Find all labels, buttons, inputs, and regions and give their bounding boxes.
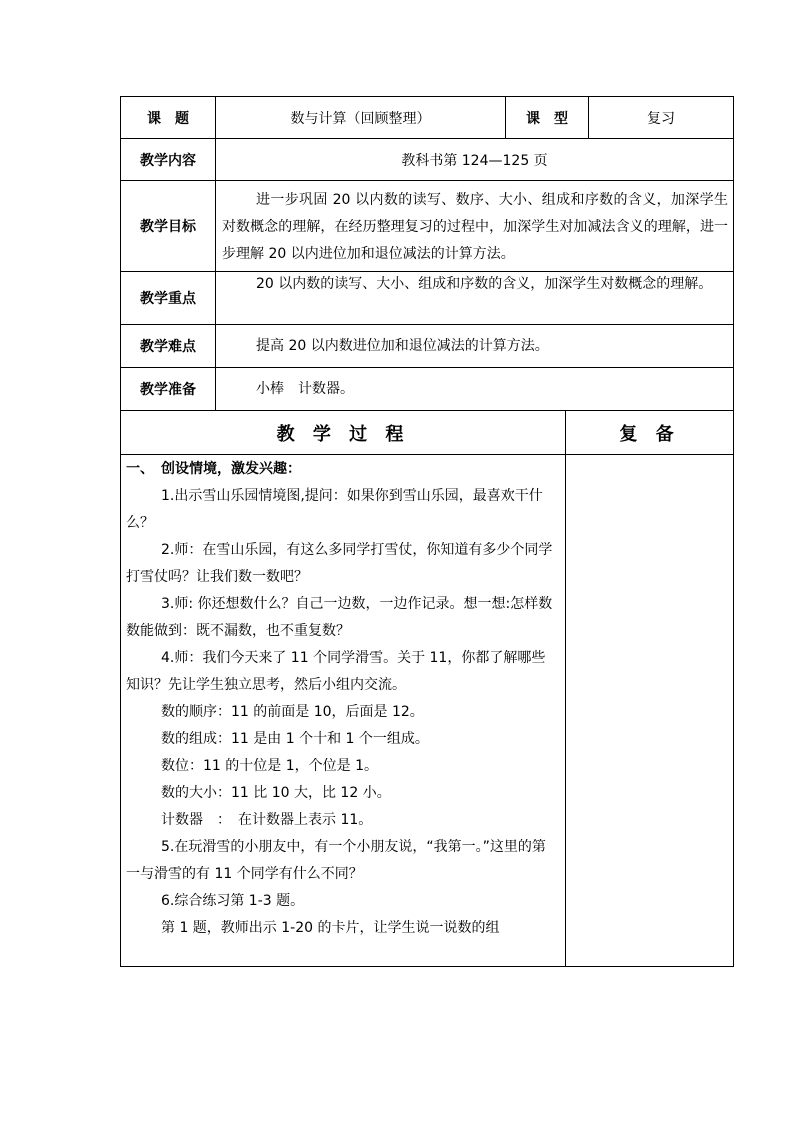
label-difficulty: 教学难点 bbox=[140, 339, 196, 355]
objective-text: 进一步巩固 20 以内数的读写、数序、大小、组成和序数的含义，加深学生对数概念的理解，在经历整理复习的过程中，加深学生对加减法含义的理解，进一步理解 20 以内进位加和退位减法的计算方法。 bbox=[222, 192, 728, 262]
difficulty-text: 提高 20 以内数进位加和退位减法的计算方法。 bbox=[256, 338, 549, 354]
process-item: 数的组成：11 是由 1 个十和 1 个一组成。 bbox=[161, 731, 429, 747]
section-heading: 一、 创设情境，激发兴趣： bbox=[126, 461, 301, 477]
process-item: 5.在玩滑雪的小朋友中，有一个小朋友说，“我第一。”这里的第一与滑雪的有 11 个同学有什么不同？ bbox=[126, 839, 546, 882]
notes-column[interactable] bbox=[566, 455, 733, 966]
table-border-bottom bbox=[120, 966, 734, 967]
label-key-point: 教学重点 bbox=[140, 291, 196, 307]
process-item: 数的大小：11 比 10 大，比 12 小。 bbox=[161, 785, 391, 801]
process-item: 2.师：在雪山乐园，有这么多同学打雪仗，你知道有多少个同学打雪仗吗？让我们数一数吧？ bbox=[126, 542, 553, 585]
process-item: 数位：11 的十位是 1，个位是 1。 bbox=[161, 758, 378, 774]
process-item: 6.综合练习第 1-3 题。 bbox=[161, 893, 305, 909]
preparation-text: 小棒 计数器。 bbox=[256, 381, 354, 397]
label-preparation: 教学准备 bbox=[140, 382, 196, 398]
lesson-topic: 数与计算（回顾整理） bbox=[290, 110, 431, 127]
process-body bbox=[126, 456, 558, 942]
process-item: 4.师：我们今天来了 11 个同学滑雪。关于 11，你都了解哪些知识？先让学生独立思考，然后小组内交流。 bbox=[126, 650, 546, 693]
key-point-text: 20 以内数的读写、大小、组成和序数的含义，加深学生对数概念的理解。 bbox=[256, 276, 713, 292]
lesson-type: 复习 bbox=[647, 110, 675, 127]
label-content: 教学内容 bbox=[140, 152, 196, 169]
process-item: 第 1 题，教师出示 1-20 的卡片，让学生说一说数的组 bbox=[161, 920, 500, 936]
label-objective: 教学目标 bbox=[140, 219, 196, 235]
process-item: 数的顺序：11 的前面是 10，后面是 12。 bbox=[161, 704, 424, 720]
process-item: 3.师: 你还想数什么？自己一边数，一边作记录。想一想:怎样数数能做到：既不漏数，也不重复数？ bbox=[126, 596, 553, 639]
label-keti: 课 题 bbox=[147, 110, 189, 127]
process-header: 教 学 过 程 bbox=[276, 423, 410, 445]
table-border-right bbox=[733, 96, 734, 967]
label-kexing: 课 型 bbox=[526, 110, 568, 127]
notes-header: 复 备 bbox=[619, 423, 680, 445]
process-item: 计数器 ： 在计数器上表示 11。 bbox=[161, 812, 373, 828]
process-item: 1.出示雪山乐园情境图,提问：如果你到雪山乐园，最喜欢干什么？ bbox=[126, 488, 543, 531]
content-value: 教科书第 124—125 页 bbox=[401, 152, 548, 169]
